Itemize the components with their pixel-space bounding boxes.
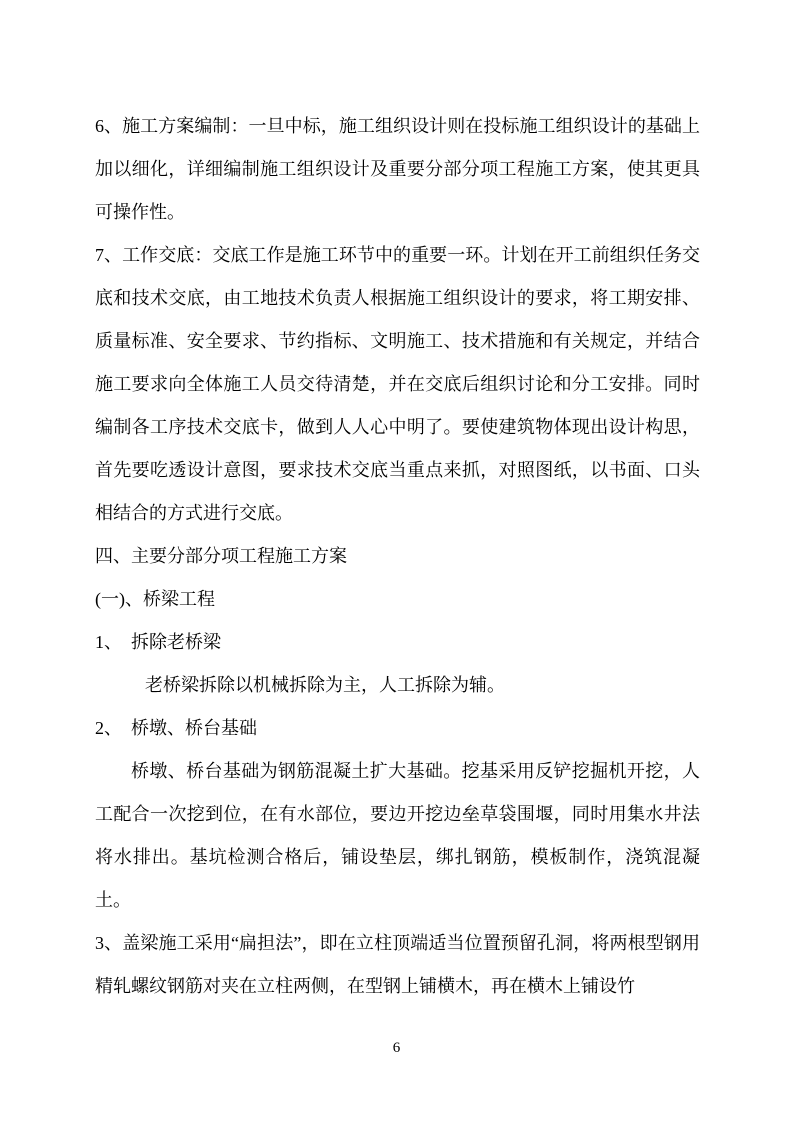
para-foundation-construction: 桥墩、桥台基础为钢筋混凝土扩大基础。挖基采用反铲挖掘机开挖，人工配合一次挖到位，在有水部位，要边开挖边垒草袋围堰，同时用集水井法将水排出。基坑检测合格后，铺设垫层，绑扎钢筋，模板制作，浇筑混凝土。 (95, 761, 700, 910)
heading-bridge-engineering: (一)、桥梁工程 (95, 589, 215, 609)
item-pier-abutment-foundation: 2、 桥墩、桥台基础 (95, 718, 257, 738)
page-number: 6 (392, 1040, 401, 1056)
item-demolish-old-bridge: 1、 拆除老桥梁 (95, 632, 221, 652)
para-old-bridge-demolition: 老桥梁拆除以机械拆除为主，人工拆除为辅。 (145, 675, 505, 695)
para-7-work-briefing: 7、工作交底：交底工作是施工环节中的重要一环。计划在开工前组织任务交底和技术交底，由工地技术负责人根据施工组织设计的要求，将工期安排、质量标准、安全要求、节约指标、文明施工、技术措施和有关规定，并结合施工要求向全体施工人员交待清楚，并在交底后组织讨论和分工安排。同时编制各工序技术交底卡，做到人人心中明了。要使建筑物体现出设计构思，首先要吃透设计意图，要求技术交底当重点来抓，对照图纸，以书面、口头相结合的方式进行交底。 (95, 245, 700, 523)
heading-main-section-construction-schemes: 四、主要分部分项工程施工方案 (95, 546, 347, 566)
para-cap-beam-construction: 3、盖梁施工采用“扁担法”，即在立柱顶端适当位置预留孔洞，将两根型钢用精轧螺纹钢筋对夹在立柱两侧，在型钢上铺横木，再在横木上铺设竹 (95, 933, 700, 996)
para-6-scheme-compilation: 6、施工方案编制：一旦中标，施工组织设计则在投标施工组织设计的基础上加以细化，详细编制施工组织设计及重要分部分项工程施工方案，使其更具可操作性。 (95, 116, 700, 222)
